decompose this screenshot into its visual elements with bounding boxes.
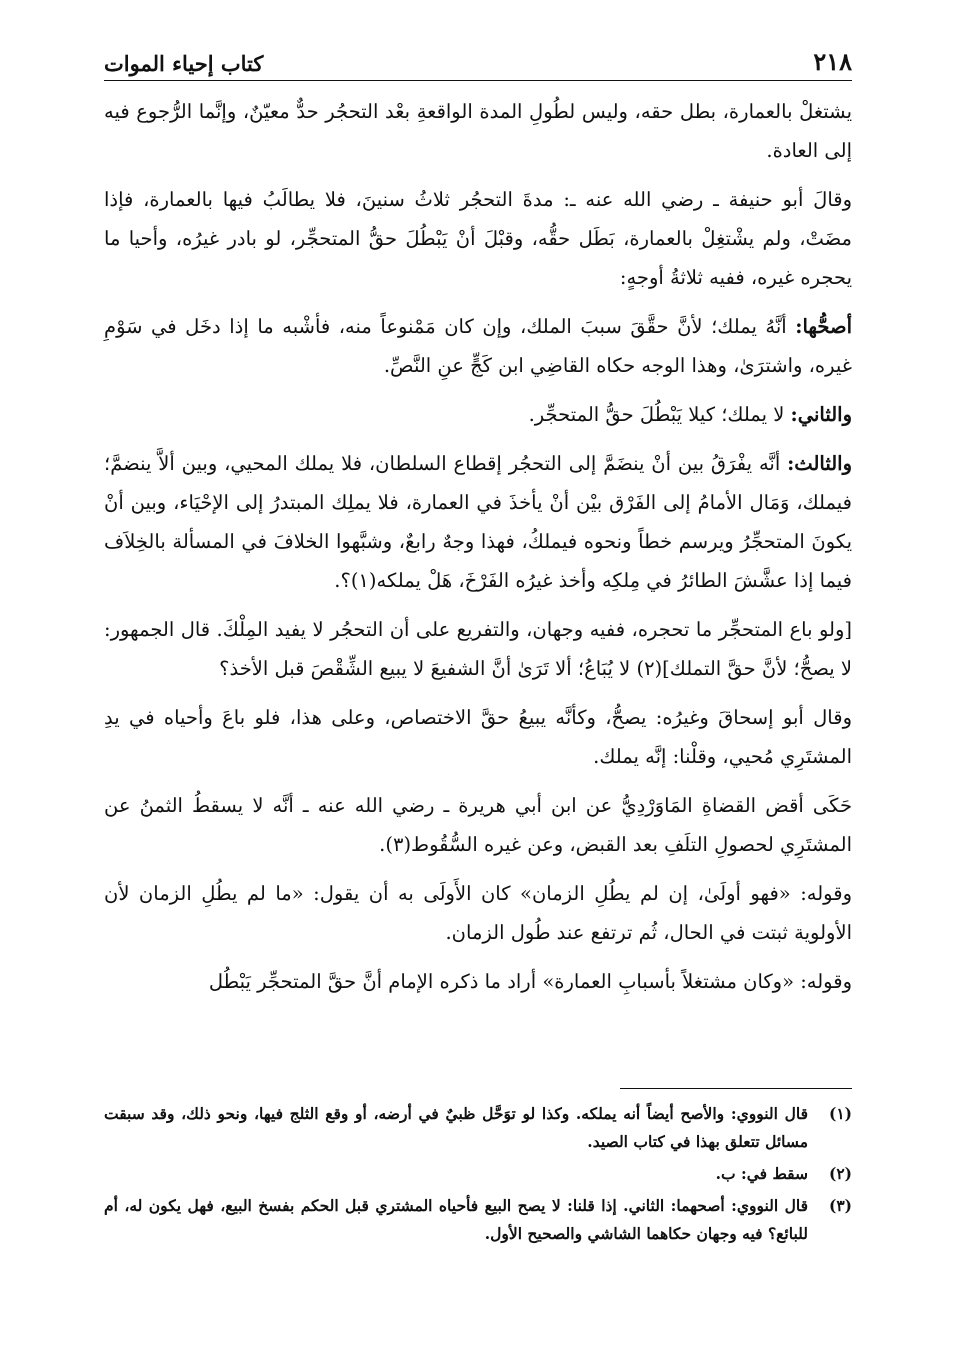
footnote-text: قال النووي: أصحهما: الثاني. إذا قلنا: لا يصح البيع فأحياه المشتري قبل الحكم بفسخ البيع، فهل يكون له، أم للبائع؟ فيه وجهان حكاهما الشاشي والصحيح الأول. <box>104 1196 808 1243</box>
paragraph-text: [ولو باع المتحجِّر ما تحجره، ففيه وجهان، والتفريع على أن التحجُر لا يفيد المِلْكَ. قال الجمهور: لا يصحُّ؛ لأنَّ حقَّ التملك](٢) لا يُبَاعُ؛ ألا تَرَىٰ أنَّ الشفيعَ لا يبيع الشِّقْصَ قبل الأخذ؟ <box>104 618 852 680</box>
footnote-separator <box>620 1088 852 1089</box>
paragraph <box>104 444 852 600</box>
page-number: ٢١٨ <box>813 47 852 76</box>
running-title: كتاب إحياء الموات <box>104 51 264 76</box>
paragraph <box>104 92 852 170</box>
paragraph <box>104 307 852 385</box>
paragraph <box>104 180 852 297</box>
paragraph <box>104 786 852 864</box>
paragraph-lead: أصحُّها: <box>795 315 852 338</box>
footnote-text: سقط في: ب. <box>715 1164 808 1183</box>
paragraph <box>104 874 852 952</box>
paragraph-lead: والثاني: <box>790 403 852 426</box>
paragraph <box>104 698 852 776</box>
paragraph <box>104 395 852 434</box>
footnotes <box>104 1100 852 1252</box>
paragraph-text: وقوله: «فهو أولَىٰ، إن لم يطُلِ الزمان» كان الأَولَى به أن يقول: «ما لم يطُلِ الزمان لأن الأولوية ثبتت في الحال، ثُم ترتفع عند طُول الزمان. <box>104 882 852 944</box>
footnote <box>104 1160 852 1188</box>
footnote-number: (٣) <box>828 1196 852 1215</box>
footnote <box>104 1192 852 1248</box>
paragraph-text: حَكَى أقض القضاةِ المَاوَرْدِيُّ عن ابن أبي هريرة ـ رضي الله عنه ـ أنَّه لا يسقطُ الثمنُ عن المشتَرِي لحصولِ التلَفِ بعد القبض، وعن غيره السُّقُوط(٣). <box>104 794 852 856</box>
paragraph-text: أنَّهُ يملك؛ لأنَّ حقَّقَ سببَ الملك، وإن كان مَمْنوعاً منه، فأشْبه ما إذا دخَل في سَوْمِ غيره، واشترَىٰ، وهذا الوجه حكاه القاضِي ابن كَجٍّ عنِ النَّصِّ. <box>104 315 852 377</box>
paragraph-lead: والثالث: <box>787 452 852 475</box>
paragraph <box>104 610 852 688</box>
paragraph-text: لا يملك؛ كيلا يَبْطُلَ حقُّ المتحجِّر. <box>528 403 791 426</box>
footnote-text: قال النووي: والأصح أيضاً أنه يملكه. وكذا لو توَحَّل ظبيٌ في أرضه، أو وقع الثلج فيها، ونحو ذلك، وقد سبقت مسائل تتعلق بهذا في كتاب الصيد. <box>104 1104 808 1151</box>
paragraph-text: وقالَ أبو حنيفة ـ رضي الله عنه ـ: مدةَ التحجُر ثلاثُ سنينَ، فلا يطالَبُ فيها بالعمارة، فإذا مضَتْ، ولم يشْتغِلْ بالعمارة، بَطَل حقُّه، وقبْلَ أنْ يَبْطُلَ حقُّ المتحجِّر، لو بادر غيرُه، وأحيا ما يحجره غيره، ففيه ثلاثةُ أوجهٍ: <box>104 188 852 289</box>
page-header <box>104 36 852 81</box>
paragraph-text: يشتغلْ بالعمارة، بطل حقه، وليس لطُولِ المدة الواقعةِ بعْد التحجُر حدٌّ معيّنٌ، وإنَّما الرُّجوع فيه إلى العادة. <box>104 100 852 162</box>
paragraph-text: وقوله: «وكان مشتغلاً بأسبابِ العمارة» أراد ما ذكره الإمام أنَّ حقَّ المتحجِّر يَبْطُل <box>208 970 852 993</box>
footnote-number: (٢) <box>828 1164 852 1183</box>
footnote <box>104 1100 852 1156</box>
paragraph <box>104 962 852 1001</box>
paragraph-text: أنَّه يفْرَقُ بين أنْ ينضَمَّ إلى التحجُر إقطاع السلطان، فلا يملك المحيي، وبين ألاَّ ينضمَّ؛ فيملك، وَمَال الأمامُ إلى الفَرْق بيْن أنْ يأخذَ في العمارة، فلا يملِك المبتدرُ إلى الإحْيَاء، وبين أنْ يكونَ المتحجِّرُ ويرسم خطاً ونحوه فيملكُ، فهذا وجهٌ رابعٌ، وشبَّهوا الخلافَ في المسألة بالخِلاَف فيما إذا عشَّشَ الطائرُ في مِلكِه وأخذ غيرُه الفَرْخَ، هَلْ يملكه(١)؟. <box>104 452 852 592</box>
main-text <box>104 92 852 1011</box>
paragraph-text: وقال أبو إسحاقَ وغيرُه: يصحُّ، وكأنَّه يبيعُ حقَّ الاختصاص، وعلى هذا، فلو باعَ وأحياه في يدِ المشتَرِي مُحيي، وقلْنا: إنَّه يملك. <box>104 706 852 768</box>
footnote-number: (١) <box>828 1104 852 1123</box>
